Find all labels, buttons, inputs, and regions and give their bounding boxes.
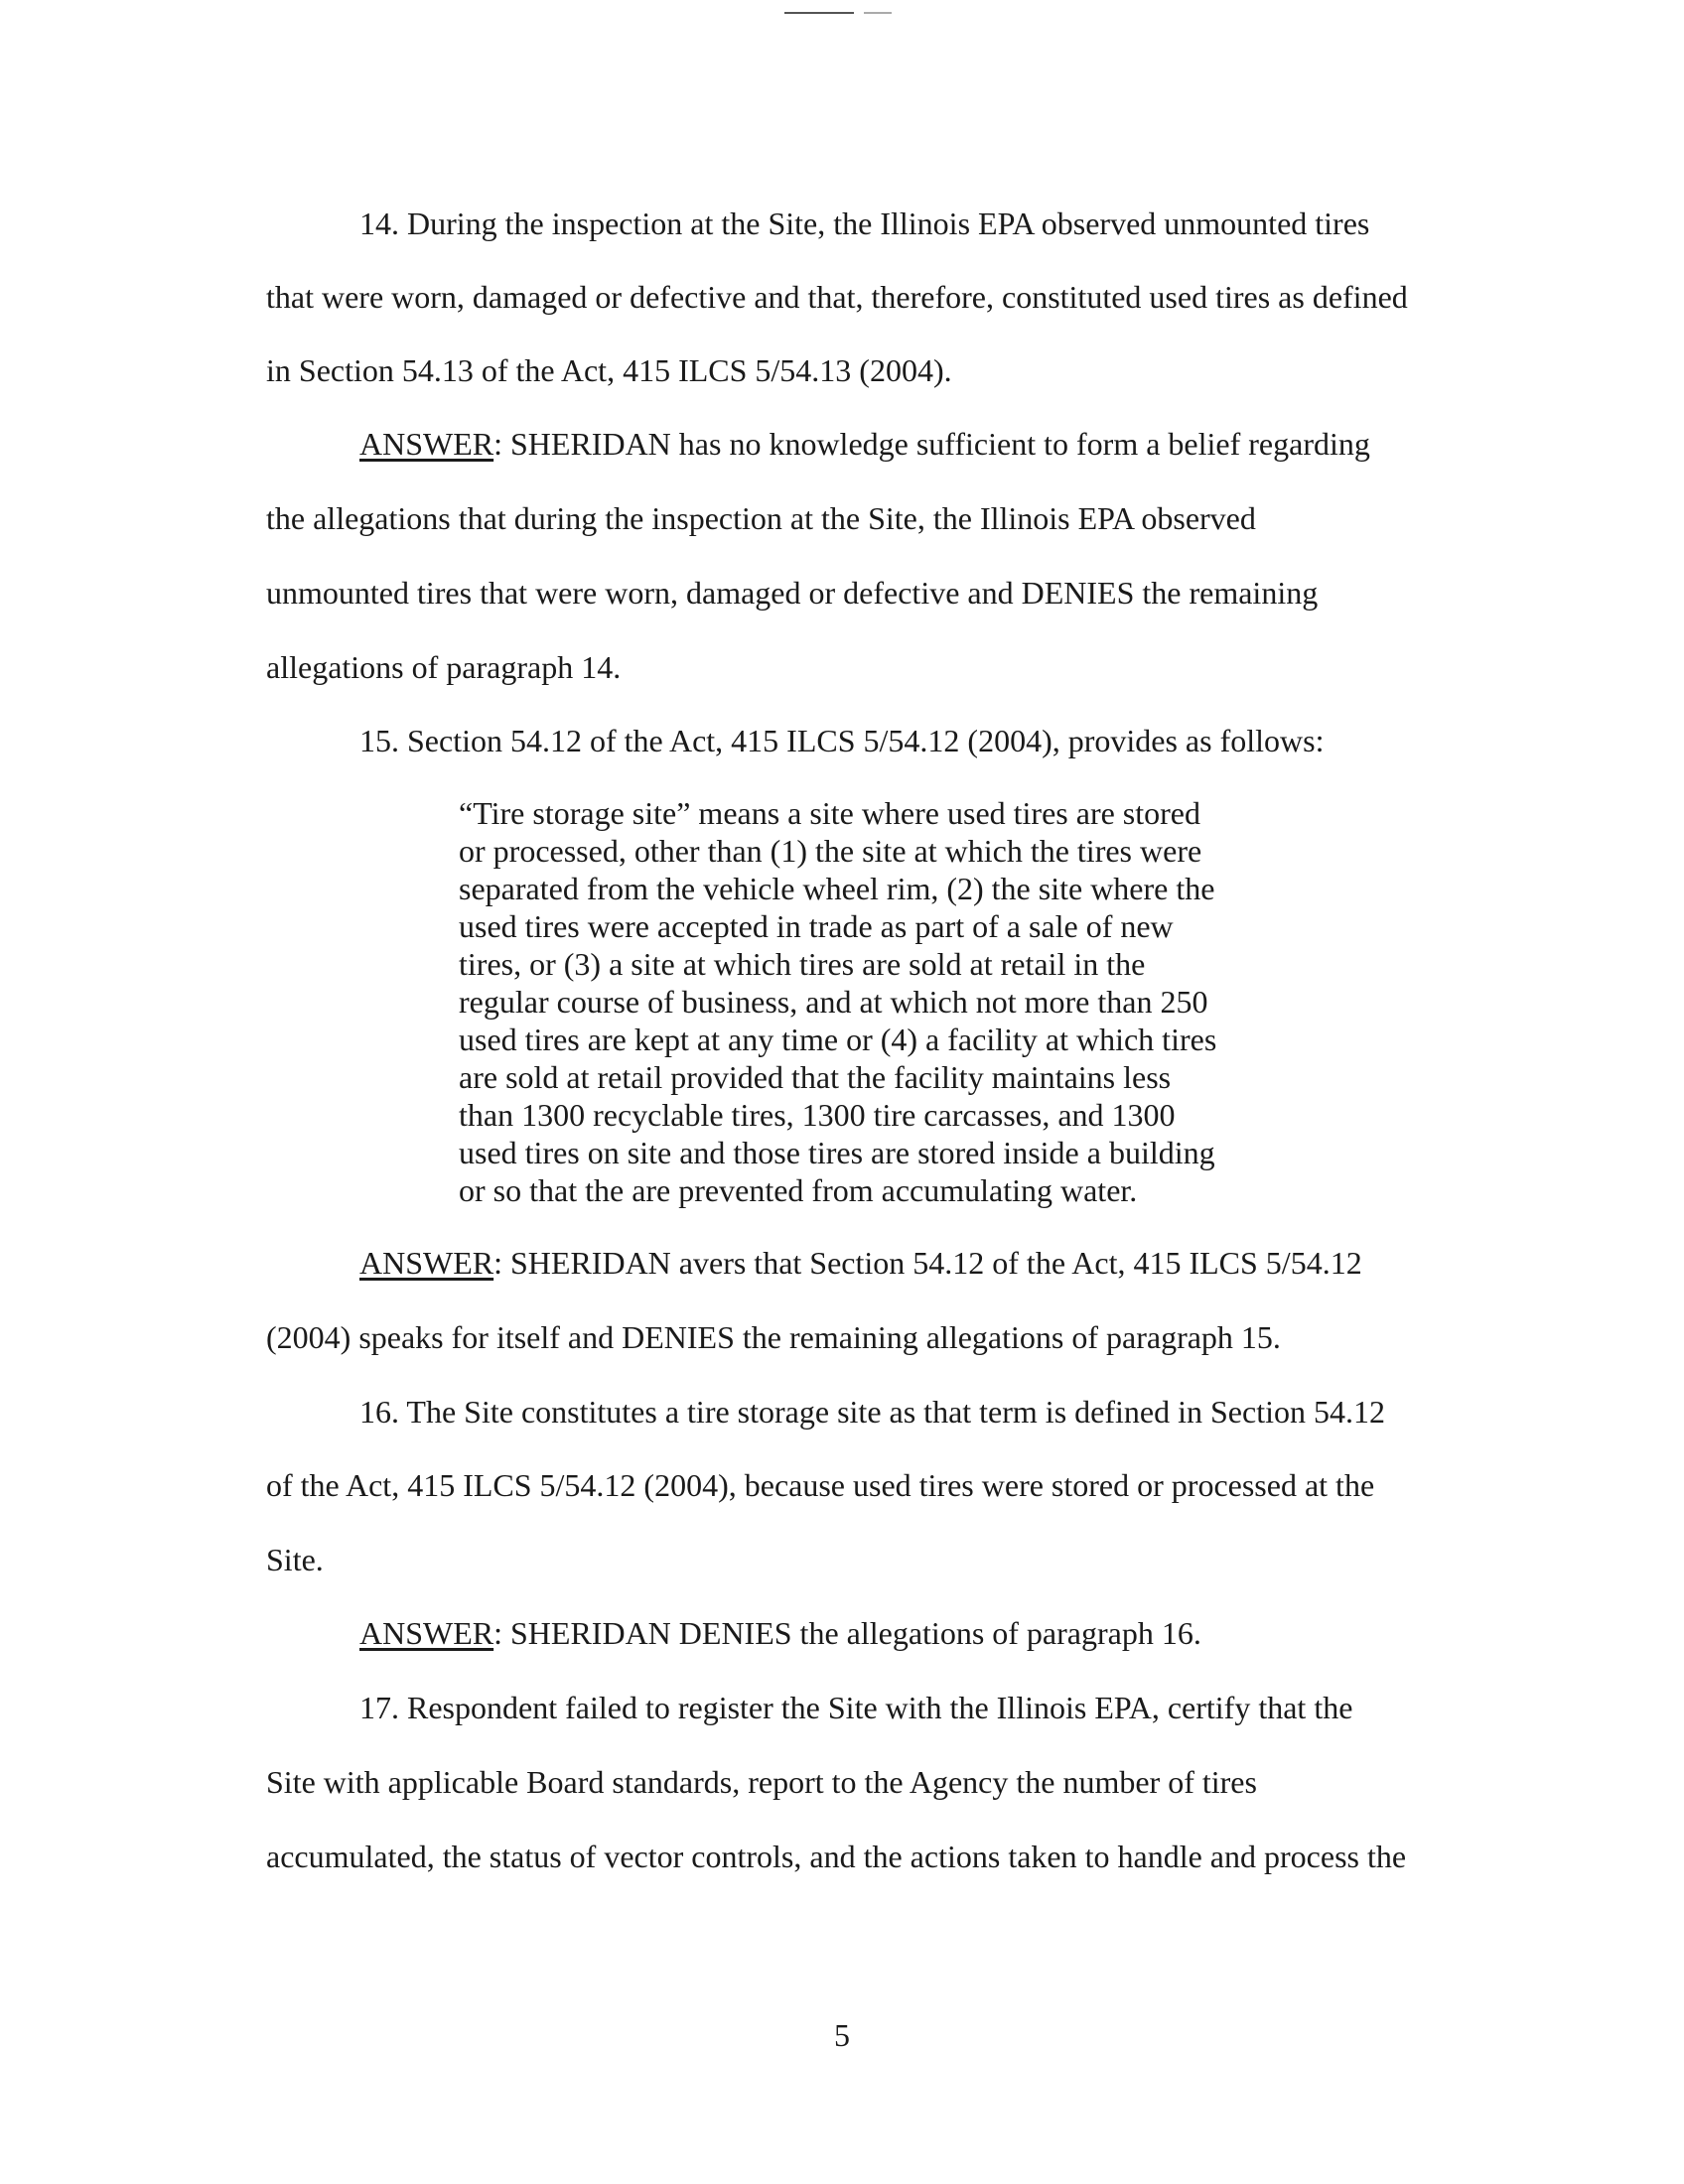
- page-number: 5: [834, 2017, 850, 2053]
- paragraph-line: 15. Section 54.12 of the Act, 415 ILCS 5/54.12 (2004), provides as follows:: [359, 723, 1325, 758]
- quote-line: or processed, other than (1) the site at which the tires were: [459, 833, 1202, 869]
- paragraph-line: that were worn, damaged or defective and that, therefore, constituted used tires as defined: [266, 279, 1408, 315]
- scan-artifact: [784, 12, 854, 14]
- paragraph-line: of the Act, 415 ILCS 5/54.12 (2004), because used tires were stored or processed at the: [266, 1467, 1375, 1503]
- answer-line: allegations of paragraph 14.: [266, 649, 622, 685]
- quote-line: tires, or (3) a site at which tires are sold at retail in the: [459, 946, 1146, 982]
- quote-line: used tires are kept at any time or (4) a facility at which tires: [459, 1022, 1217, 1057]
- paragraph-line: accumulated, the status of vector controls, and the actions taken to handle and process the: [266, 1839, 1407, 1874]
- answer-label: ANSWER: [359, 426, 494, 462]
- answer-label: ANSWER: [359, 1615, 494, 1651]
- quote-line: or so that the are prevented from accumulating water.: [459, 1172, 1138, 1208]
- paragraph-line: in Section 54.13 of the Act, 415 ILCS 5/54.13 (2004).: [266, 352, 952, 388]
- answer-first-line: [359, 424, 1370, 464]
- quote-line: separated from the vehicle wheel rim, (2) the site where the: [459, 871, 1215, 906]
- paragraph-line: Site.: [266, 1542, 324, 1577]
- quote-line: used tires on site and those tires are stored inside a building: [459, 1135, 1215, 1170]
- paragraph-line: 14. During the inspection at the Site, the Illinois EPA observed unmounted tires: [359, 205, 1370, 241]
- answer-line: (2004) speaks for itself and DENIES the remaining allegations of paragraph 15.: [266, 1319, 1281, 1355]
- answer-first-line: [359, 1613, 1201, 1653]
- answer-text: : SHERIDAN has no knowledge sufficient to form a belief regarding: [493, 426, 1370, 462]
- quote-line: than 1300 recyclable tires, 1300 tire carcasses, and 1300: [459, 1097, 1176, 1133]
- quote-line: used tires were accepted in trade as part of a sale of new: [459, 908, 1174, 944]
- answer-line: unmounted tires that were worn, damaged or defective and DENIES the remaining: [266, 575, 1319, 611]
- paragraph-line: Site with applicable Board standards, report to the Agency the number of tires: [266, 1764, 1257, 1800]
- paragraph-line: 16. The Site constitutes a tire storage site as that term is defined in Section 54.12: [359, 1394, 1385, 1430]
- quote-line: are sold at retail provided that the facility maintains less: [459, 1059, 1172, 1095]
- answer-line: the allegations that during the inspection at the Site, the Illinois EPA observed: [266, 500, 1256, 536]
- quote-line: “Tire storage site” means a site where used tires are stored: [459, 795, 1200, 831]
- answer-label: ANSWER: [359, 1245, 494, 1281]
- scan-artifact: [864, 12, 892, 14]
- quote-line: regular course of business, and at which not more than 250: [459, 984, 1208, 1020]
- answer-text: : SHERIDAN avers that Section 54.12 of the Act, 415 ILCS 5/54.12: [493, 1245, 1362, 1281]
- paragraph-line: 17. Respondent failed to register the Site with the Illinois EPA, certify that the: [359, 1690, 1353, 1725]
- answer-first-line: [359, 1243, 1362, 1283]
- answer-text: : SHERIDAN DENIES the allegations of paragraph 16.: [493, 1615, 1201, 1651]
